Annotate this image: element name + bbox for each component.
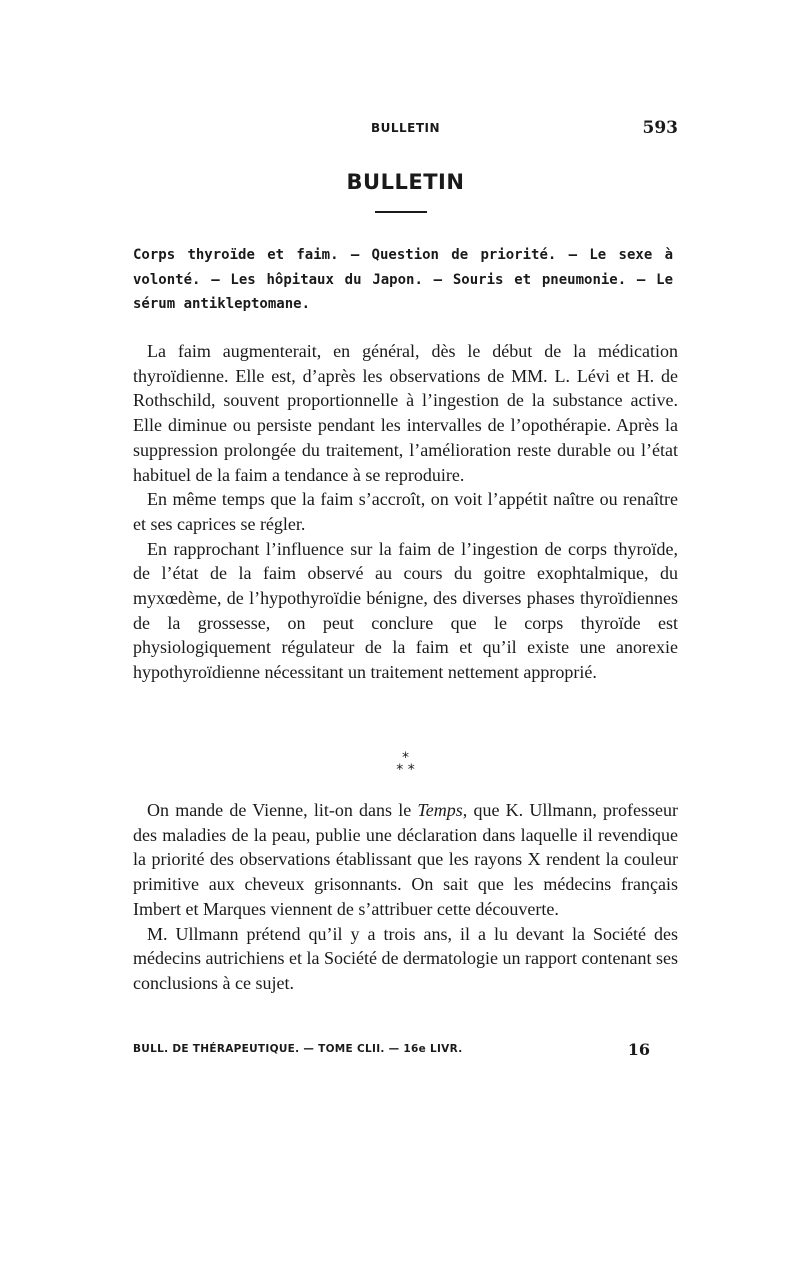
paragraph: [133, 798, 678, 922]
article-thyroid-hunger: [133, 339, 678, 685]
summary-topics: Corps thyroïde et faim. — Question de priorité. — Le sexe à volonté. — Les hôpitaux du Japon. — Souris et pneumonie. — Le sérum antikleptomane.: [133, 247, 673, 312]
title-rule: [375, 211, 427, 213]
section-title: BULLETIN: [346, 170, 465, 194]
text-run: , que K. Ullmann, professeur des maladies de la peau, publie une déclaration dans laquelle il revendique la priorité des observations établissant que les rayons X rendent la couleur primitive aux cheveux grisonnants. On sait que les médecins français Imbert et Marques viennent de s’attribuer cette découverte.: [133, 800, 678, 919]
running-head: [133, 118, 678, 140]
asterism-bottom: * *: [396, 762, 415, 778]
paragraph: M. Ullmann prétend qu’il y a trois ans, il a lu devant la Société des médecins autrichiens et la Société de dermatologie un rapport contenant ses conclusions à ce sujet.: [133, 923, 678, 993]
page-footer: [133, 1040, 678, 1060]
article-priority-question: [133, 798, 678, 996]
book-page: [133, 0, 678, 1262]
newspaper-title: Temps: [417, 800, 463, 820]
footer-publication-line: BULL. DE THÉRAPEUTIQUE. — TOME CLII. — 16e LIVR.: [133, 1043, 463, 1055]
paragraph: En même temps que la faim s’accroît, on voit l’appétit naître ou renaître et ses caprices se régler.: [133, 489, 678, 534]
running-title: BULLETIN: [370, 121, 441, 135]
signature-mark: 16: [627, 1040, 650, 1059]
page-number: 593: [642, 118, 678, 138]
paragraph: En rapprochant l’influence sur la faim de l’ingestion de corps thyroïde, de l’état de la faim observé au cours du goitre exophtalmique, du myxœdème, de l’hypothyroïdie bénigne, des diverses phases thyroïdiennes de la grossesse, on peut conclure que le corps thyroïde est physiologiquement régulateur de la faim et qu’il existe une anorexie hypothyroïdienne nécessitant un traitement nettement approprié.: [133, 538, 678, 683]
asterism-separator: [133, 752, 678, 776]
asterism-top: *: [402, 750, 409, 766]
text-run: On mande de Vienne, lit-on dans le: [147, 800, 418, 820]
paragraph: La faim augmenterait, en général, dès le début de la médication thyroïdienne. Elle est, d’après les observations de MM. L. Lévi et H. de Rothschild, souvent proportionnelle à l’ingestion de la substance active. Elle diminue ou persiste pendant les intervalles de l’opothérapie. Après la suppression prolongée du traitement, l’amélioration reste durable ou l’état habituel de la faim a tendance à se reproduire.: [133, 341, 678, 485]
